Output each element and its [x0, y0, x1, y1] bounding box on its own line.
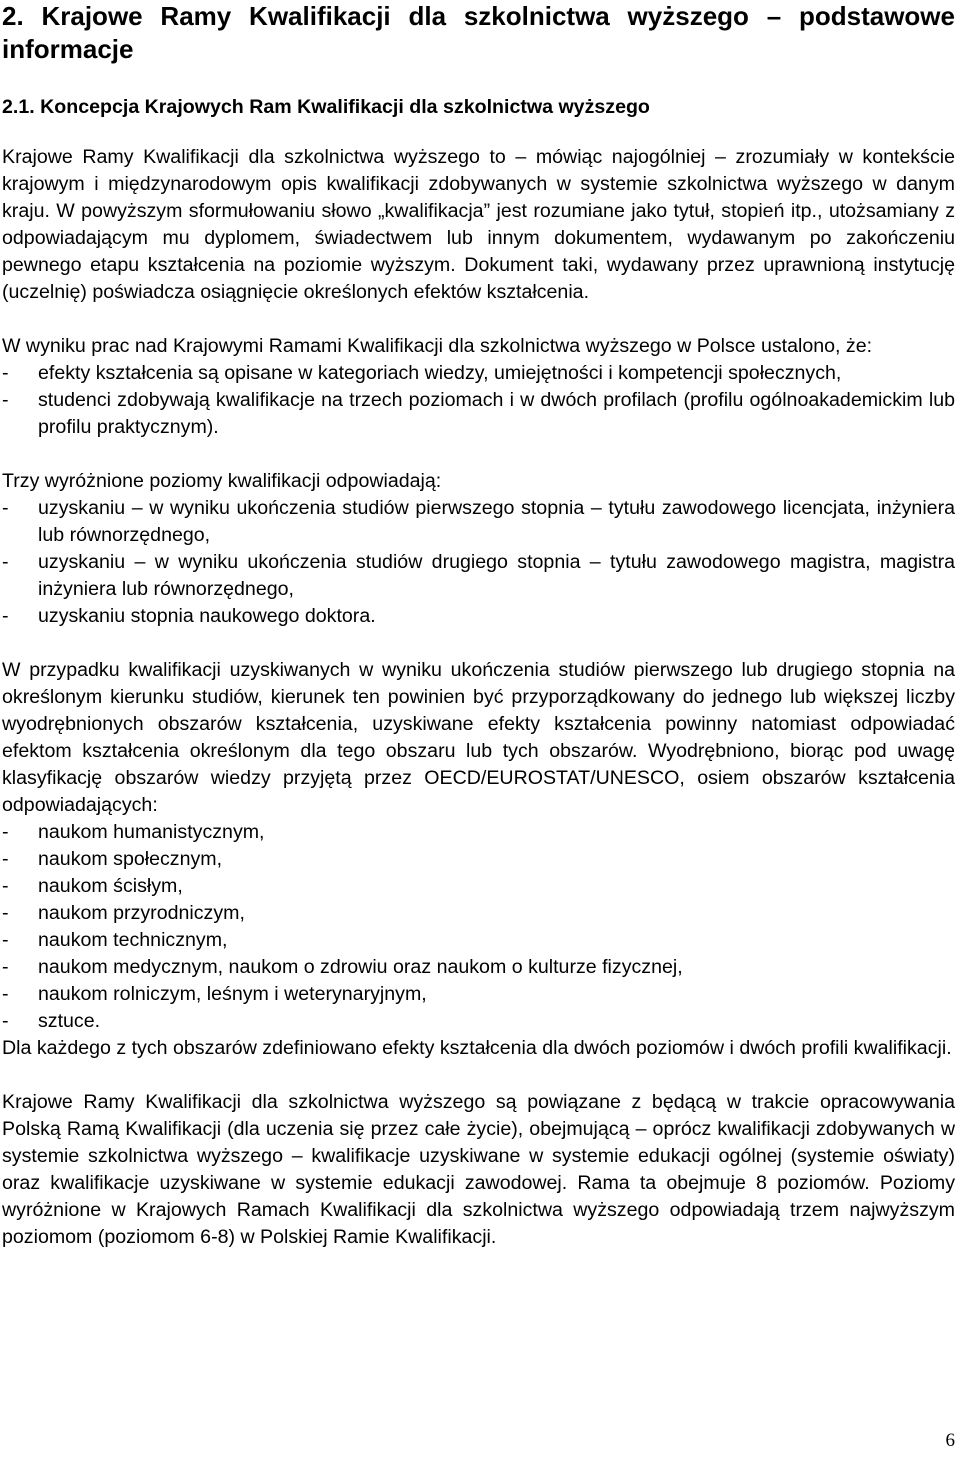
list-item-text: naukom technicznym, [38, 929, 228, 951]
list-dash: - [2, 875, 9, 897]
list-dash: - [2, 1010, 9, 1032]
list-item-text: uzyskaniu – w wyniku ukończenia studiów drugiego stopnia – tytułu zawodowego magistra, magistra inżyniera lub równorzędnego, [38, 551, 955, 600]
paragraph-areas [2, 657, 955, 1062]
list-dash: - [2, 983, 9, 1005]
list-item [2, 387, 955, 441]
list-item-text: naukom humanistycznym, [38, 821, 265, 843]
page-number: 6 [945, 1430, 955, 1451]
list-dash: - [2, 362, 9, 384]
list-item-text: naukom rolniczym, leśnym i weterynaryjnym, [38, 983, 427, 1005]
paragraph-definition: Krajowe Ramy Kwalifikacji dla szkolnictwa wyższego to – mówiąc najogólniej – zrozumiały w kontekście krajowym i międzynarodowym opis kwalifikacji zdobywanych w systemie szkolnictwa wyższego w danym kraju. W powyższym sformułowaniu słowo „kwalifikacja” jest rozumiane jako tytuł, stopień itp., utożsamiany z odpowiadającym mu dyplomem, świadectwem lub innym dokumentem, wydawanym po zakończeniu pewnego etapu kształcenia na poziomie wyższym. Dokument taki, wydawany przez uprawnioną instytucję (uczelnię) poświadcza osiągnięcie określonych efektów kształcenia. [2, 146, 955, 303]
paragraph-levels-intro: Trzy wyróżnione poziomy kwalifikacji odpowiadają: [2, 470, 442, 492]
list-dash: - [2, 848, 9, 870]
list-item [2, 954, 955, 981]
chapter-title: 2. Krajowe Ramy Kwalifikacji dla szkolnictwa wyższego – podstawowe informacje [2, 1, 955, 64]
paragraph-areas-outro: Dla każdego z tych obszarów zdefiniowano efekty kształcenia dla dwóch poziomów i dwóch profili kwalifikacji. [2, 1037, 952, 1059]
list-item-text: naukom ścisłym, [38, 875, 183, 897]
list-item-text: efekty kształcenia są opisane w kategoriach wiedzy, umiejętności i kompetencji społecznych, [38, 362, 842, 384]
list-item-text: uzyskaniu stopnia naukowego doktora. [38, 605, 376, 627]
list-item-text: uzyskaniu – w wyniku ukończenia studiów pierwszego stopnia – tytułu zawodowego licencjata, inżyniera lub równorzędnego, [38, 497, 955, 546]
areas-list [2, 819, 955, 1035]
levels-list [2, 495, 955, 630]
paragraph-polish-framework: Krajowe Ramy Kwalifikacji dla szkolnictwa wyższego są powiązane z będącą w trakcie opracowywania Polską Ramą Kwalifikacji (dla uczenia się przez całe życie), obejmującą – oprócz kwalifikacji zdobywanych w systemie szkolnictwa wyższego – kwalifikacje uzyskiwane w systemie edukacji ogólnej (systemie oświaty) oraz kwalifikacje uzyskiwane w systemie edukacji zawodowej. Rama ta obejmuje 8 poziomów. Poziomy wyróżnione w Krajowych Ramach Kwalifikacji dla szkolnictwa wyższego odpowiadają trzem najwyższym poziomom (poziomom 6-8) w Polskiej Ramie Kwalifikacji. [2, 1091, 955, 1248]
list-item [2, 819, 955, 846]
list-item [2, 1008, 955, 1035]
section-title: 2.1. Koncepcja Krajowych Ram Kwalifikacji dla szkolnictwa wyższego [2, 96, 650, 118]
list-dash: - [2, 821, 9, 843]
list-item [2, 873, 955, 900]
list-item [2, 927, 955, 954]
paragraph-levels [2, 468, 955, 630]
list-item-text: sztuce. [38, 1010, 101, 1032]
list-item [2, 846, 955, 873]
list-item [2, 981, 955, 1008]
list-dash: - [2, 551, 9, 573]
list-dash: - [2, 389, 9, 411]
list-dash: - [2, 902, 9, 924]
list-item-text: studenci zdobywają kwalifikacje na trzech poziomach i w dwóch profilach (profilu ogólnoakademickim lub profilu praktycznym). [38, 389, 955, 438]
list-item [2, 900, 955, 927]
list-item [2, 603, 955, 630]
findings-list [2, 360, 955, 441]
list-item-text: naukom przyrodniczym, [38, 902, 245, 924]
paragraph-findings [2, 333, 955, 441]
list-item-text: naukom medycznym, naukom o zdrowiu oraz naukom o kulturze fizycznej, [38, 956, 683, 978]
paragraph-findings-intro: W wyniku prac nad Krajowymi Ramami Kwalifikacji dla szkolnictwa wyższego w Polsce ustalono, że: [2, 335, 873, 357]
list-dash: - [2, 605, 9, 627]
list-item [2, 549, 955, 603]
list-dash: - [2, 929, 9, 951]
list-dash: - [2, 497, 9, 519]
list-dash: - [2, 956, 9, 978]
paragraph-areas-intro: W przypadku kwalifikacji uzyskiwanych w wyniku ukończenia studiów pierwszego lub drugiego stopnia na określonym kierunku studiów, kierunek ten powinien być przyporządkowany do jednego lub większej liczby wyodrębnionych obszarów kształcenia, uzyskiwane efekty kształcenia powinny natomiast odpowiadać efektom kształcenia określonym dla tego obszaru lub tych obszarów. Wyodrębniono, biorąc pod uwagę klasyfikację obszarów wiedzy przyjętą przez OECD/EUROSTAT/UNESCO, osiem obszarów kształcenia odpowiadających: [2, 659, 955, 816]
list-item [2, 360, 955, 387]
list-item-text: naukom społecznym, [38, 848, 223, 870]
list-item [2, 495, 955, 549]
